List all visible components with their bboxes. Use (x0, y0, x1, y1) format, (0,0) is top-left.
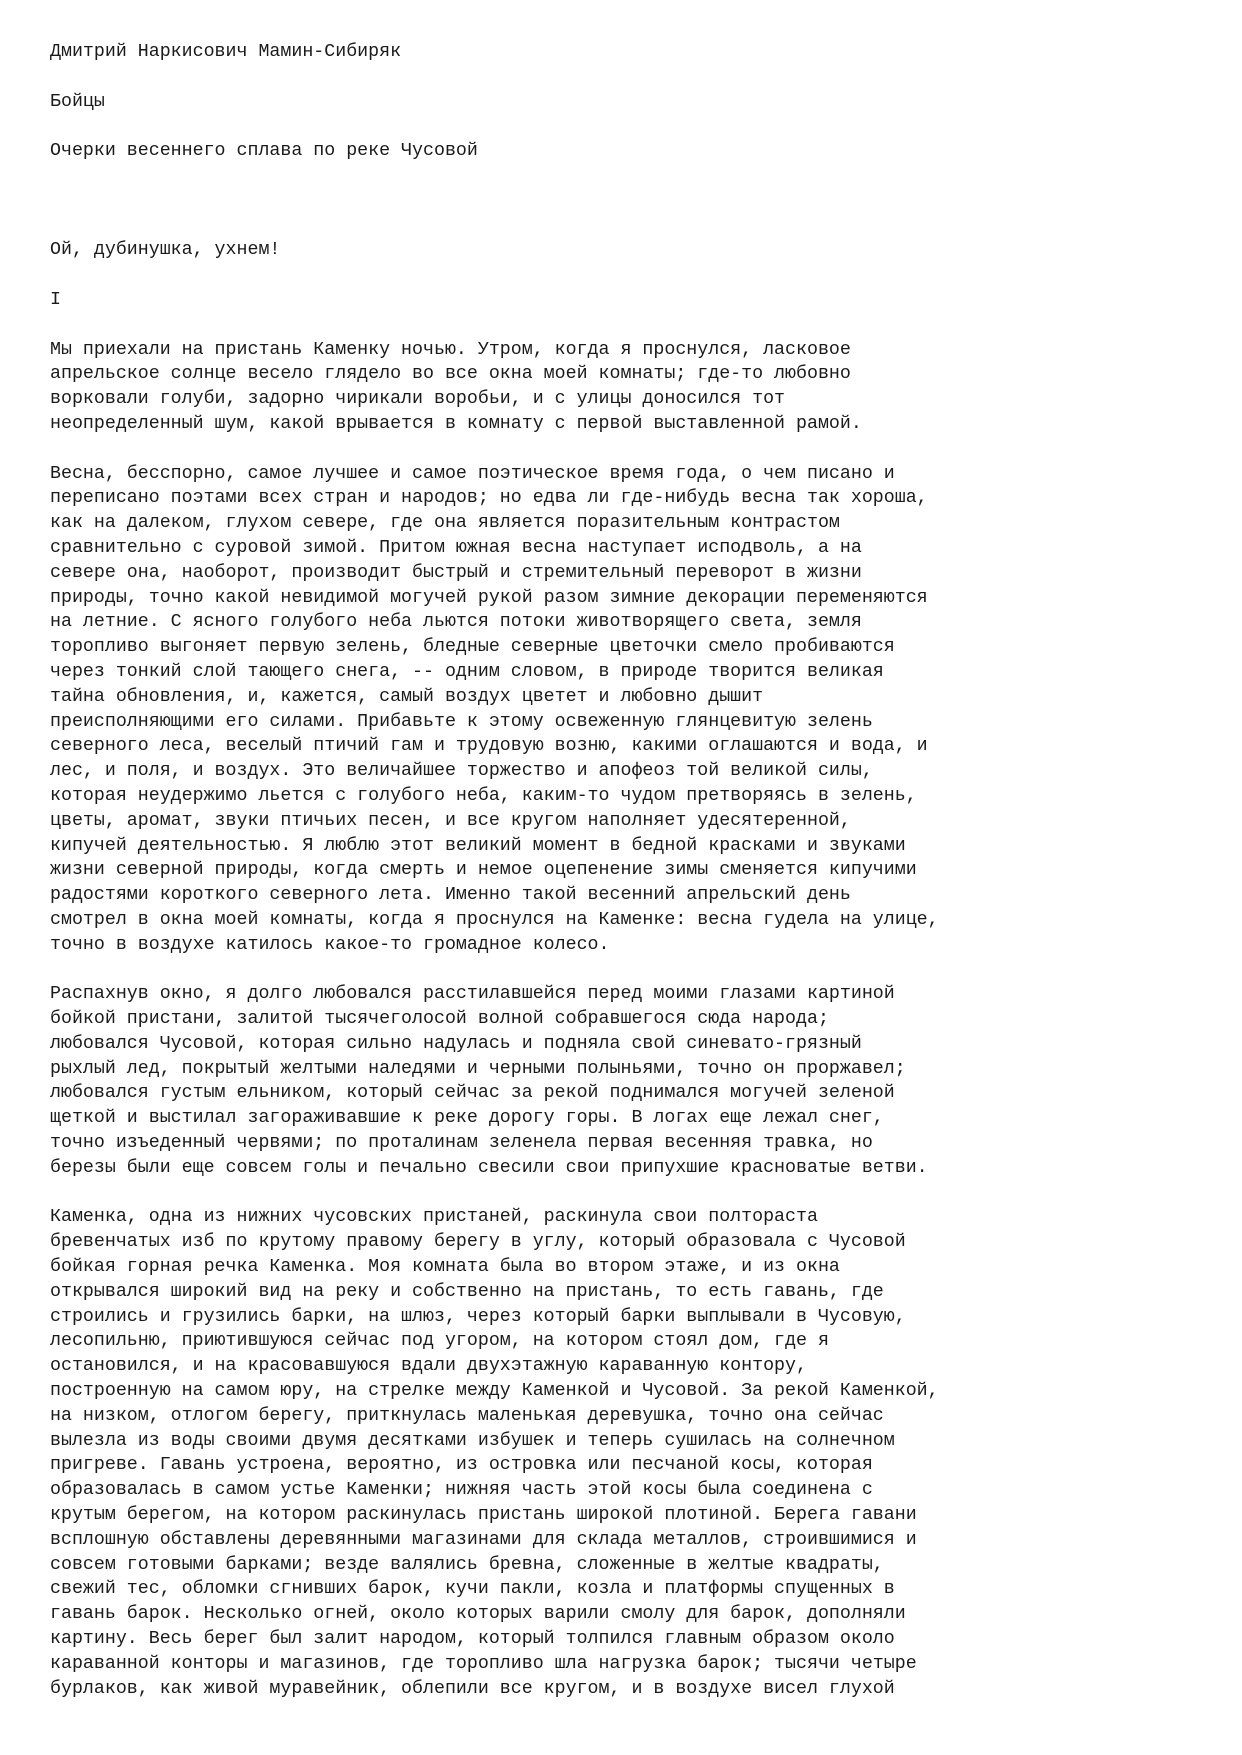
text-line: рыхлый лед, покрытый желтыми наледями и черными полыньями, точно он проржавел; (50, 1058, 906, 1079)
text-line: лесопильню, приютившуюся сейчас под угором, на котором стоял дом, где я (50, 1331, 829, 1352)
text-line: строились и грузились барки, на шлюз, через который барки выплывали в Чусовую, (50, 1306, 906, 1327)
text-line: остановился, и на красовавшуюся вдали двухэтажную караванную контору, (50, 1356, 807, 1377)
text-line: бревенчатых изб по крутому правому берегу в углу, который образовала с Чусовой (50, 1232, 906, 1253)
text-line: бойкой пристани, залитой тысячеголосой волной собравшегося сюда народа; (50, 1009, 829, 1030)
text-line: северного леса, веселый птичий гам и трудовую возню, какими оглашаются и вода, и (50, 736, 928, 757)
text-line: точно изъеденный червями; по проталинам зеленела первая весенняя травка, но (50, 1133, 873, 1154)
text-line: пригреве. Гавань устроена, вероятно, из островка или песчаной косы, которая (50, 1455, 873, 1476)
author-line: Дмитрий Наркисович Мамин-Сибиряк (50, 42, 402, 62)
text-line: Весна, бесспорно, самое лучшее и самое поэтическое время года, о чем писано и (50, 463, 895, 484)
text-line: торопливо выгоняет первую зелень, бледные северные цветочки смело пробиваются (50, 637, 895, 658)
text-line: Каменка, одна из нижних чусовских пристаней, раскинула свои полтораста (50, 1207, 818, 1228)
text-line: совсем готовыми барками; везде валялись бревна, сложенные в желтые квадраты, (50, 1554, 884, 1575)
text-line: апрельское солнце весело глядело во все окна моей комнаты; где-то любовно (50, 364, 851, 385)
paragraph-3 (50, 982, 1200, 1180)
text-line: построенную на самом юру, на стрелке между Каменкой и Чусовой. За рекой Каменкой, (50, 1381, 939, 1402)
text-line: смотрел в окна моей комнаты, когда я проснулся на Каменке: весна гудела на улице, (50, 909, 939, 930)
spacer (50, 114, 1200, 139)
text-line: на низком, отлогом берегу, приткнулась маленькая деревушка, точно она сейчас (50, 1405, 884, 1426)
text-line: лес, и поля, и воздух. Это величайшее торжество и апофеоз той великой силы, (50, 761, 873, 782)
text-line: караванной конторы и магазинов, где торопливо шла нагрузка барок; тысячи четыре (50, 1653, 917, 1674)
text-line: Мы приехали на пристань Каменку ночью. Утром, когда я проснулся, ласковое (50, 339, 851, 360)
text-line: радостями короткого северного лета. Именно такой весенний апрельский день (50, 885, 851, 906)
spacer (50, 957, 1200, 982)
text-line: образовалась в самом устье Каменки; нижняя часть этой косы была соединена с (50, 1480, 873, 1501)
spacer (50, 164, 1200, 238)
document-page (50, 40, 1200, 1701)
chapter-heading: I (50, 289, 61, 310)
epigraph-line: Ой, дубинушка, ухнем! (50, 240, 281, 261)
text-line: сравнительно с суровой зимой. Притом южная весна наступает исподволь, а на (50, 537, 862, 558)
text-line: преисполняющими его силами. Прибавьте к этому освеженную глянцевитую зелень (50, 711, 873, 732)
text-line: вылезла из воды своими двумя десятками избушек и теперь сушилась на солнечном (50, 1430, 895, 1451)
text-line: которая неудержимо льется с голубого неба, каким-то чудом претворяясь в зелень, (50, 785, 917, 806)
text-line: неопределенный шум, какой врывается в комнату с первой выставленной рамой. (50, 413, 862, 434)
text-line: жизни северной природы, когда смерть и немое оцепенение зимы сменяется кипучими (50, 860, 917, 881)
text-line: всплошную обставлены деревянными магазинами для склада металлов, строившимися и (50, 1529, 917, 1550)
text-line: кипучей деятельностью. Я люблю этот великий момент в бедной красками и звуками (50, 835, 906, 856)
paragraph-4 (50, 1205, 1200, 1701)
text-line: как на далеком, глухом севере, где она является поразительным контрастом (50, 513, 840, 534)
spacer (50, 65, 1200, 90)
text-line: крутым берегом, на котором раскинулась пристань широкой плотиной. Берега гавани (50, 1505, 917, 1526)
spacer (50, 263, 1200, 288)
text-line: севере она, наоборот, производит быстрый и стремительный переворот в жизни (50, 562, 862, 583)
paragraph-2 (50, 462, 1200, 958)
text-line: бойкая горная речка Каменка. Моя комната была во втором этаже, и из окна (50, 1257, 840, 1278)
text-line: цветы, аромат, звуки птичьих песен, и все кругом наполняет удесятеренной, (50, 810, 851, 831)
text-line: природы, точно какой невидимой могучей рукой разом зимние декорации переменяются (50, 587, 928, 608)
text-line: свежий тес, обломки сгнивших барок, кучи пакли, козла и платформы спущенных в (50, 1579, 895, 1600)
text-line: на летние. С ясного голубого неба льются потоки животворящего света, земля (50, 612, 862, 633)
spacer (50, 437, 1200, 462)
paragraph-1 (50, 338, 1200, 437)
title-line: Бойцы (50, 91, 105, 112)
text-line: щеткой и выстилал загораживавшие к реке дорогу горы. В логах еще лежал снег, (50, 1108, 884, 1129)
text-line: ворковали голуби, задорно чирикали воробьи, и с улицы доносился тот (50, 389, 786, 410)
text-line: тайна обновления, и, кажется, самый воздух цветет и любовно дышит (50, 686, 764, 707)
text-line: картину. Весь берег был залит народом, который толпился главным образом около (50, 1629, 895, 1649)
text-line: Распахнув окно, я долго любовался расстилавшейся перед моими глазами картиной (50, 984, 895, 1005)
text-line: березы были еще совсем голы и печально свесили свои припухшие красноватые ветви. (50, 1157, 928, 1178)
spacer (50, 1181, 1200, 1206)
text-line: открывался широкий вид на реку и собственно на пристань, то есть гавань, где (50, 1281, 884, 1302)
text-line: переписано поэтами всех стран и народов; но едва ли где-нибудь весна так хороша, (50, 488, 928, 509)
text-line: любовался Чусовой, которая сильно надулась и подняла свой синевато-грязный (50, 1033, 862, 1054)
spacer (50, 313, 1200, 338)
text-line: любовался густым ельником, который сейчас за рекой поднимался могучей зеленой (50, 1083, 895, 1104)
subtitle-line: Очерки весеннего сплава по реке Чусовой (50, 141, 478, 162)
text-line: гавань барок. Несколько огней, около которых варили смолу для барок, дополняли (50, 1604, 906, 1625)
text-line: через тонкий слой тающего снега, -- одним словом, в природе творится великая (50, 661, 884, 682)
text-line: точно в воздухе катилось какое-то громадное колесо. (50, 934, 610, 955)
text-line: бурлаков, как живой муравейник, облепили все кругом, и в воздухе висел глухой (50, 1678, 895, 1699)
